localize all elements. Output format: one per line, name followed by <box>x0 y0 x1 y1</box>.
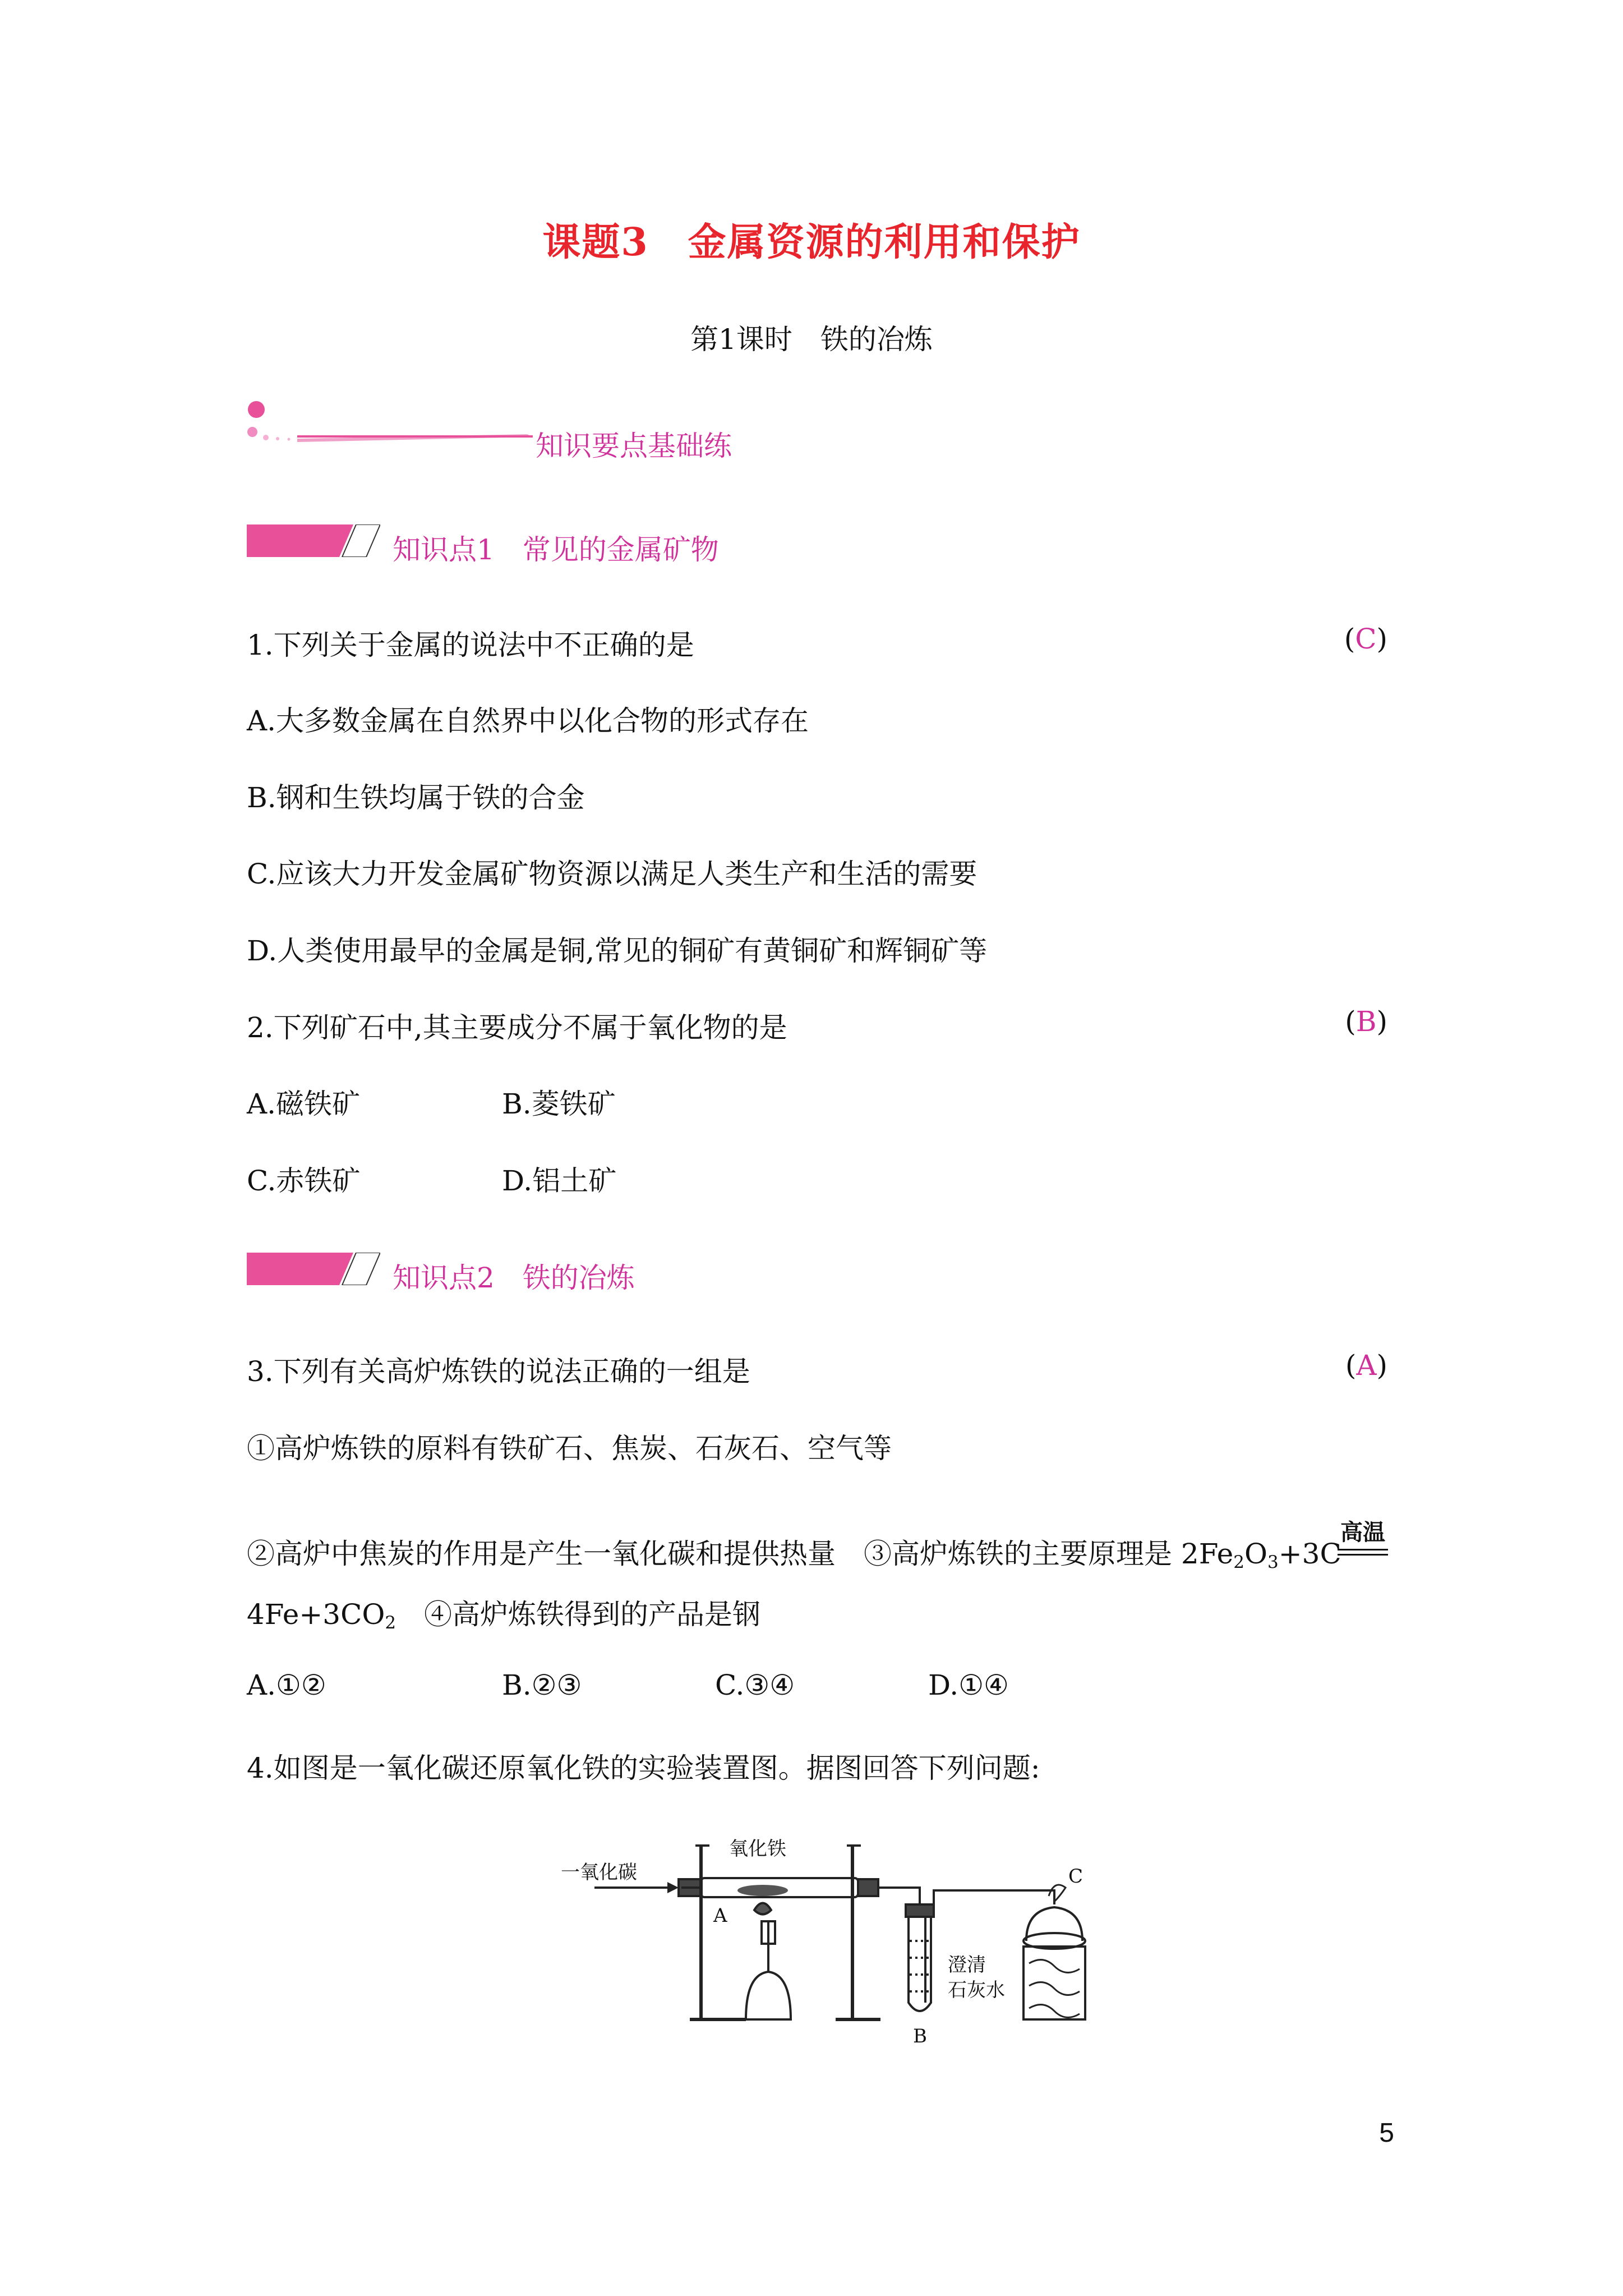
q1-option-a: A.大多数金属在自然界中以化合物的形式存在 <box>247 705 809 737</box>
q1-option-c: C.应该大力开发金属矿物资源以满足人类生产和生活的需要 <box>247 858 978 890</box>
label-a: A <box>713 1904 727 1927</box>
q3-option-c: C.③④ <box>715 1669 795 1701</box>
kp1-label: 知识点1 常见的金属矿物 <box>393 533 719 566</box>
kp2-label: 知识点2 铁的冶炼 <box>393 1262 635 1294</box>
kp2-bar-decoration <box>247 1253 380 1285</box>
q2-option-d: D.铝土矿 <box>502 1165 617 1197</box>
equals-sign-icon <box>1338 1549 1388 1556</box>
q3-option-b: B.②③ <box>502 1669 582 1701</box>
q3-answer-letter: A <box>1356 1349 1377 1382</box>
q3-answer: (A) <box>1345 1349 1387 1382</box>
q3-option-a: A.①② <box>247 1669 326 1701</box>
q3-eq-rhs-sub: 2 <box>385 1612 396 1633</box>
label-limewater-2: 石灰水 <box>948 1979 1005 2001</box>
q3-eq-rhs: 4Fe+3CO <box>247 1598 385 1631</box>
q3-statement-4 <box>247 1592 760 1633</box>
q3-condition <box>1338 1515 1388 1556</box>
q2-answer-letter: B <box>1355 1005 1377 1038</box>
q1-option-d: D.人类使用最早的金属是铜,常见的铜矿有黄铜矿和辉铜矿等 <box>247 935 988 967</box>
q3-statement-1: ①高炉炼铁的原料有铁矿石、焦炭、石灰石、空气等 <box>247 1432 892 1465</box>
q2-option-c: C.赤铁矿 <box>247 1165 361 1197</box>
q3-eq-lhs-fe: 2Fe <box>1181 1538 1234 1570</box>
section-label: 知识要点基础练 <box>536 430 732 462</box>
q3-eq-lhs-c: +3C <box>1278 1538 1341 1570</box>
q2-option-b: B.菱铁矿 <box>502 1088 616 1120</box>
q1-answer: (C) <box>1344 623 1387 655</box>
q3-eq-lhs-o: O <box>1244 1538 1267 1570</box>
page-title: 课题3 金属资源的利用和保护 <box>542 220 1081 265</box>
q4-stem: 4.如图是一氧化碳还原氧化铁的实验装置图。据图回答下列问题: <box>247 1752 1040 1784</box>
label-b: B <box>913 2025 927 2047</box>
q2-stem: 2.下列矿石中,其主要成分不属于氧化物的是 <box>247 1011 787 1044</box>
q1-stem: 1.下列关于金属的说法中不正确的是 <box>247 629 694 661</box>
q3-statement-2-3 <box>247 1531 1341 1572</box>
label-limewater-1: 澄清 <box>948 1954 986 1976</box>
q3-eq-lhs <box>1181 1538 1341 1570</box>
page-subtitle: 第1课时 铁的冶炼 <box>690 323 933 356</box>
q3-stem: 3.下列有关高炉炼铁的说法正确的一组是 <box>247 1355 750 1388</box>
q3-statement-4-text: ④高炉炼铁得到的产品是钢 <box>396 1598 761 1631</box>
label-iron-oxide: 氧化铁 <box>729 1838 786 1860</box>
q1-answer-letter: C <box>1355 623 1377 655</box>
apparatus-diagram <box>561 1812 1094 2047</box>
kp1-bar-decoration <box>247 524 380 557</box>
page-number: 5 <box>1379 2118 1394 2148</box>
q3-eq-lhs-sub2: 3 <box>1267 1552 1279 1572</box>
apparatus-diagram-drawing <box>561 1812 1094 2047</box>
q2-answer: (B) <box>1345 1005 1387 1038</box>
q3-statement-2-text: ②高炉中焦炭的作用是产生一氧化碳和提供热量 ③高炉炼铁的主要原理是 <box>247 1538 1181 1570</box>
q1-option-b: B.钢和生铁均属于铁的合金 <box>247 781 585 814</box>
q3-condition-text: 高温 <box>1340 1519 1385 1545</box>
q3-option-d: D.①④ <box>928 1669 1009 1701</box>
q2-option-a: A.磁铁矿 <box>247 1088 361 1120</box>
q3-eq-lhs-sub1: 2 <box>1233 1552 1244 1572</box>
label-carbon-monoxide: 一氧化碳 <box>561 1861 637 1884</box>
label-c: C <box>1068 1865 1083 1888</box>
